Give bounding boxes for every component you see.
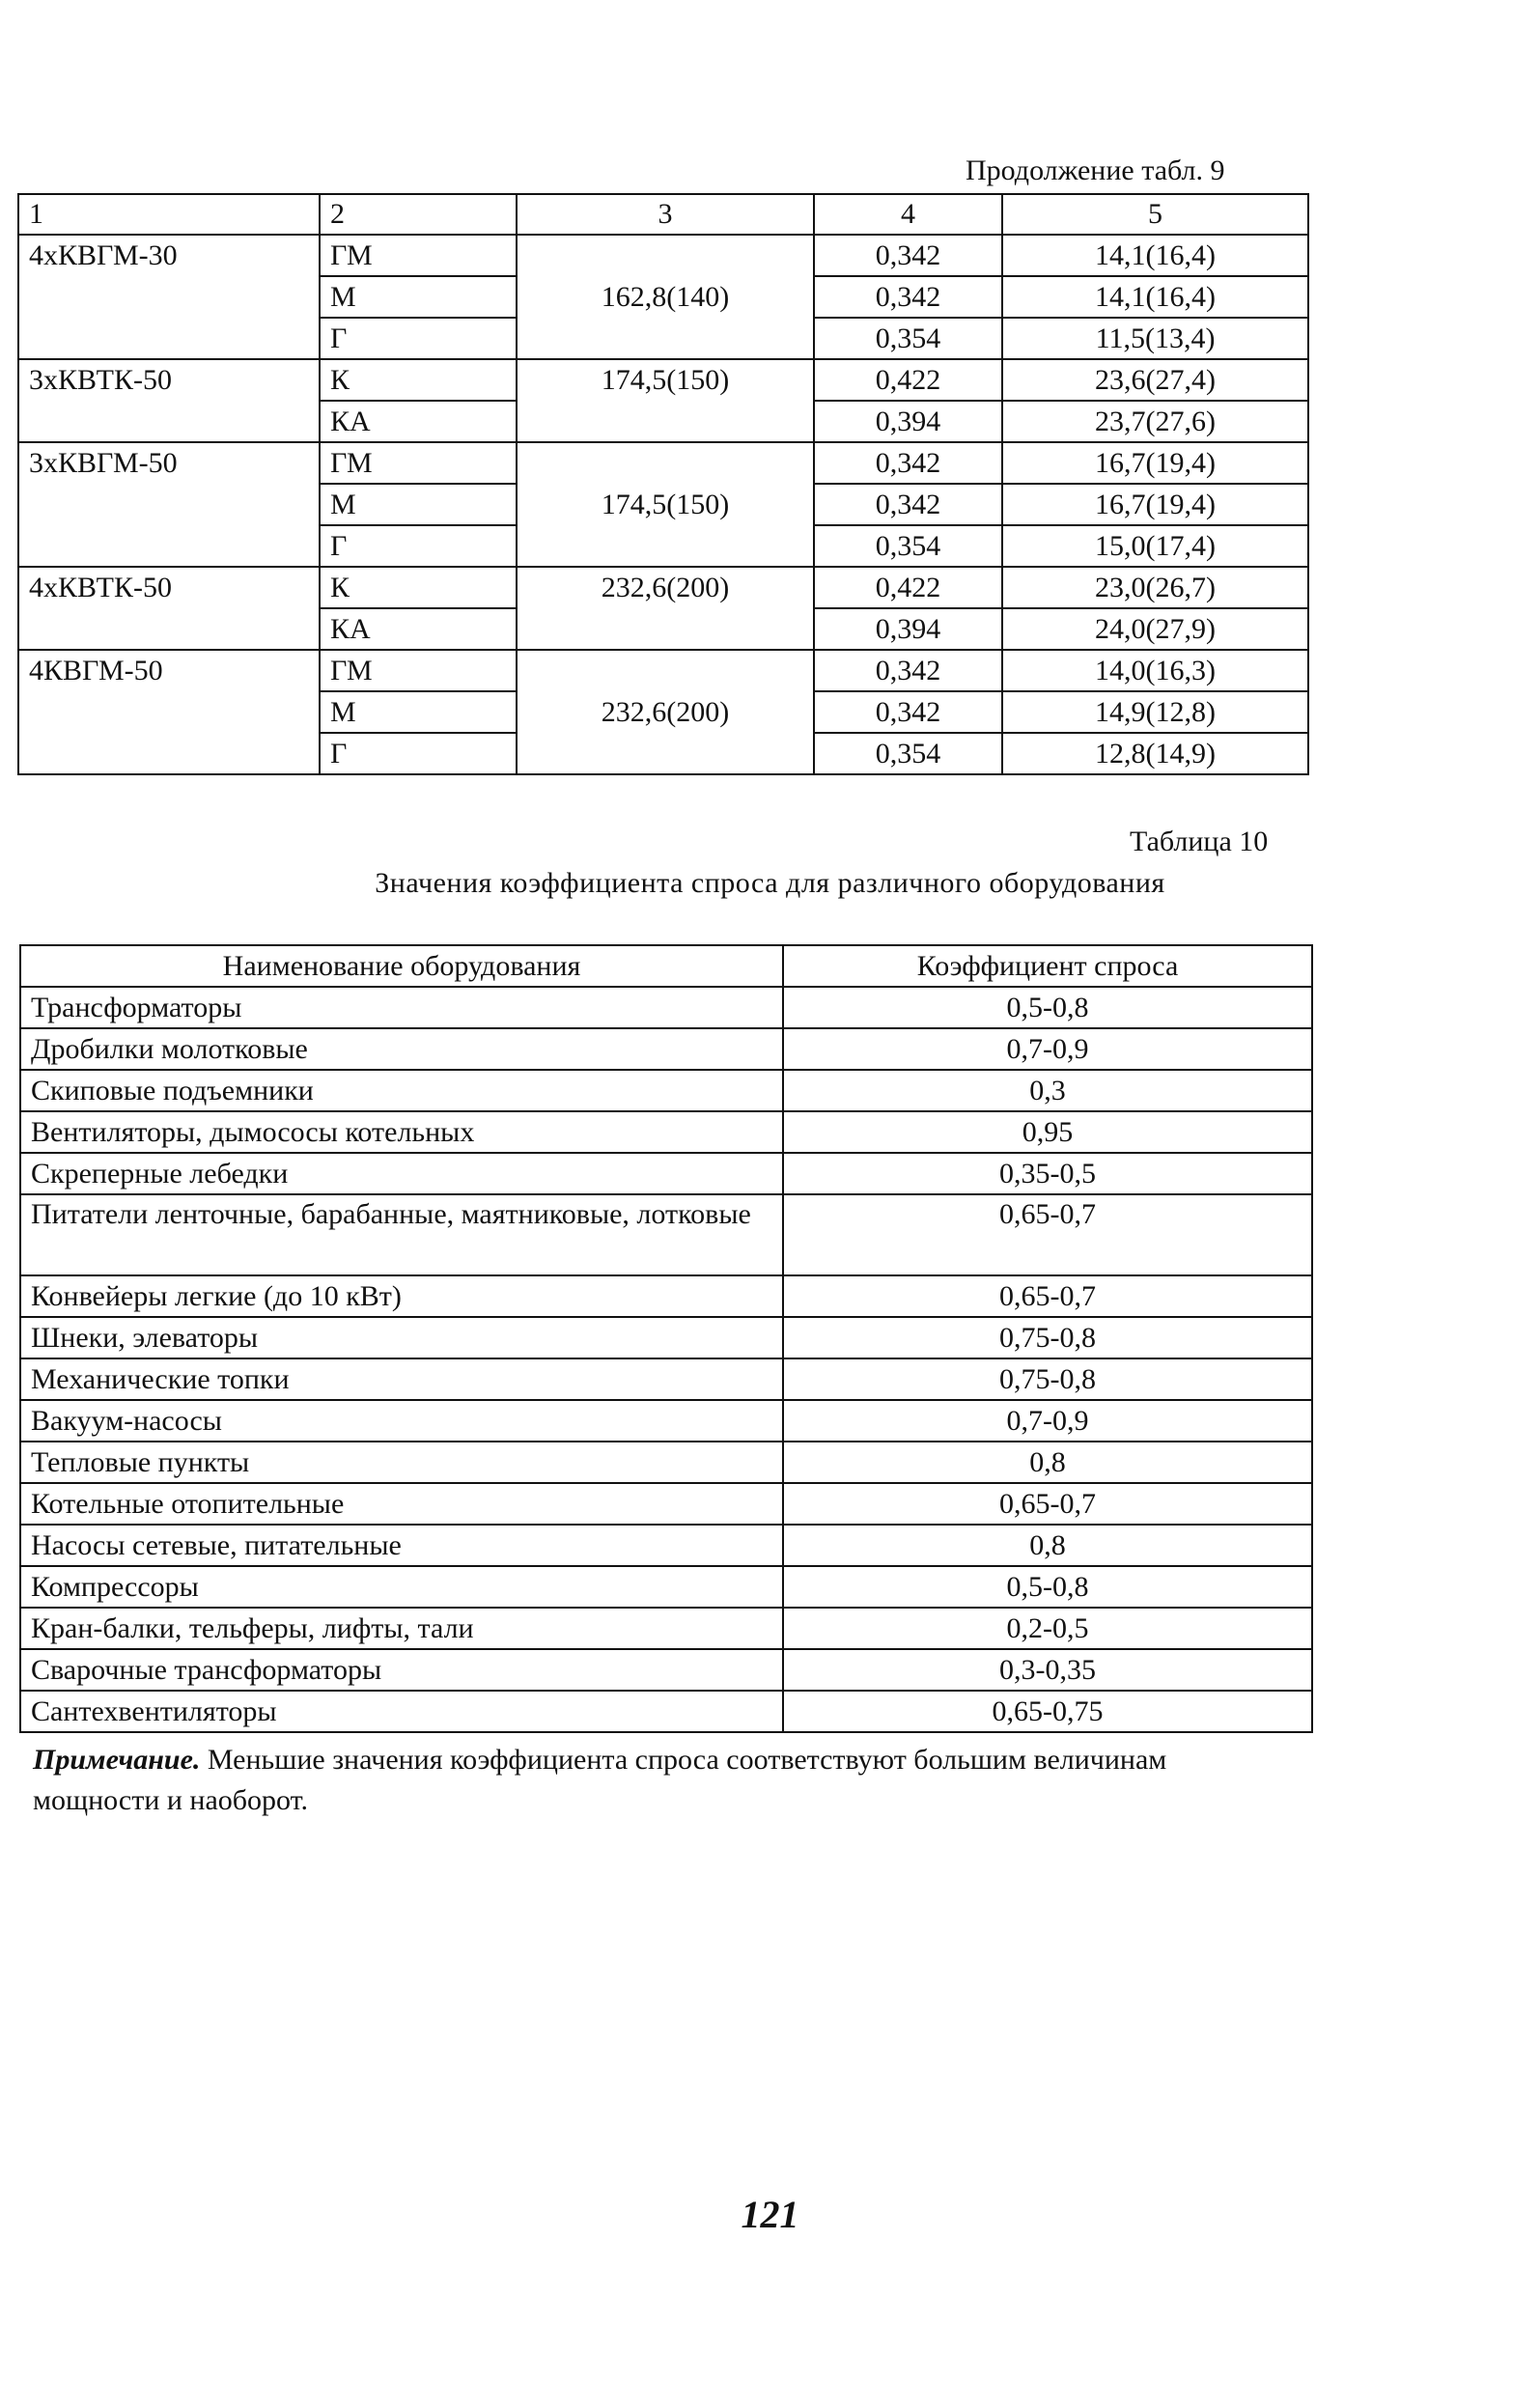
table9-header-row [18,194,1308,235]
col4-value: 0,394 [814,608,1002,650]
col4-value: 0,422 [814,359,1002,401]
table-row [20,1317,1312,1358]
col3-value: 174,5(150) [517,442,814,567]
equipment-name: Насосы сетевые, питательные [20,1525,783,1566]
table-row [18,650,1308,691]
page-number: 121 [741,2193,799,2236]
boiler-name: 4хКВГМ-30 [18,235,320,359]
fuel-mode: К [320,567,517,608]
equipment-name: Шнеки, элеваторы [20,1317,783,1358]
equipment-name: Конвейеры легкие (до 10 кВт) [20,1275,783,1317]
col5-value: 23,0(26,7) [1002,567,1308,608]
equipment-name: Механические топки [20,1358,783,1400]
fuel-mode: КА [320,608,517,650]
boiler-name: 4КВГМ-50 [18,650,320,774]
table-row [18,567,1308,608]
col4-value: 0,394 [814,401,1002,442]
fuel-mode: М [320,484,517,525]
col5-value: 23,7(27,6) [1002,401,1308,442]
equipment-name: Котельные отопительные [20,1483,783,1525]
table9 [17,193,1309,775]
table-row [20,1070,1312,1111]
table-row [20,1111,1312,1153]
demand-coefficient: 0,5-0,8 [783,987,1312,1028]
col5-value: 24,0(27,9) [1002,608,1308,650]
demand-coefficient: 0,65-0,7 [783,1483,1312,1525]
col4-value: 0,342 [814,276,1002,318]
col5-value: 14,1(16,4) [1002,276,1308,318]
col4-value: 0,342 [814,650,1002,691]
demand-coefficient: 0,8 [783,1525,1312,1566]
fuel-mode: М [320,276,517,318]
equipment-name: Сварочные трансформаторы [20,1649,783,1691]
col5-value: 15,0(17,4) [1002,525,1308,567]
demand-coefficient: 0,65-0,7 [783,1194,1312,1275]
equipment-name: Тепловые пункты [20,1442,783,1483]
equipment-name: Вакуум-насосы [20,1400,783,1442]
col5-value: 23,6(27,4) [1002,359,1308,401]
equipment-name: Питатели ленточные, барабанные, маятниковые, лотковые [20,1194,783,1275]
demand-coefficient: 0,35-0,5 [783,1153,1312,1194]
table-row [18,442,1308,484]
table-row [18,359,1308,401]
col4-value: 0,342 [814,484,1002,525]
col4-value: 0,422 [814,567,1002,608]
table9-header-col5: 5 [1002,194,1308,235]
demand-coefficient: 0,8 [783,1442,1312,1483]
equipment-name: Кран-балки, тельферы, лифты, тали [20,1608,783,1649]
demand-coefficient: 0,65-0,7 [783,1275,1312,1317]
table10-note [33,1740,1298,1821]
fuel-mode: ГМ [320,442,517,484]
table-row [20,1400,1312,1442]
col5-value: 12,8(14,9) [1002,733,1308,774]
table-row [20,987,1312,1028]
col5-value: 16,7(19,4) [1002,442,1308,484]
col4-value: 0,354 [814,733,1002,774]
table10 [19,944,1313,1733]
table-row [20,1483,1312,1525]
table10-title: Значения коэффициента спроса для различного оборудования [375,867,1165,899]
col5-value: 14,0(16,3) [1002,650,1308,691]
table10-header-row [20,945,1312,987]
fuel-mode: Г [320,525,517,567]
equipment-name: Скреперные лебедки [20,1153,783,1194]
col5-value: 16,7(19,4) [1002,484,1308,525]
boiler-name: 4хКВТК-50 [18,567,320,650]
fuel-mode: ГМ [320,650,517,691]
table-row [20,1525,1312,1566]
table-row [20,1358,1312,1400]
col4-value: 0,354 [814,318,1002,359]
table9-continuation-caption: Продолжение табл. 9 [966,154,1225,186]
col4-value: 0,342 [814,235,1002,276]
col5-value: 14,9(12,8) [1002,691,1308,733]
fuel-mode: Г [320,318,517,359]
demand-coefficient: 0,5-0,8 [783,1566,1312,1608]
demand-coefficient: 0,3 [783,1070,1312,1111]
col3-value: 174,5(150) [517,359,814,442]
demand-coefficient: 0,75-0,8 [783,1358,1312,1400]
table9-header-col2: 2 [320,194,517,235]
table9-header-col1: 1 [18,194,320,235]
demand-coefficient: 0,3-0,35 [783,1649,1312,1691]
table10-header-coefficient: Коэффициент спроса [783,945,1312,987]
col5-value: 14,1(16,4) [1002,235,1308,276]
equipment-name: Вентиляторы, дымососы котельных [20,1111,783,1153]
equipment-name: Компрессоры [20,1566,783,1608]
table-row [20,1028,1312,1070]
demand-coefficient: 0,7-0,9 [783,1400,1312,1442]
note-label: Примечание. [33,1744,201,1776]
col3-value: 162,8(140) [517,235,814,359]
table-row [18,235,1308,276]
demand-coefficient: 0,7-0,9 [783,1028,1312,1070]
demand-coefficient: 0,65-0,75 [783,1691,1312,1732]
table-row [20,1194,1312,1275]
equipment-name: Сантехвентиляторы [20,1691,783,1732]
fuel-mode: К [320,359,517,401]
table-row [20,1566,1312,1608]
demand-coefficient: 0,95 [783,1111,1312,1153]
table-row [20,1608,1312,1649]
col4-value: 0,342 [814,691,1002,733]
col4-value: 0,354 [814,525,1002,567]
table-row [20,1153,1312,1194]
col5-value: 11,5(13,4) [1002,318,1308,359]
table9-header-col3: 3 [517,194,814,235]
col3-value: 232,6(200) [517,567,814,650]
equipment-name: Трансформаторы [20,987,783,1028]
table10-header-name: Наименование оборудования [20,945,783,987]
fuel-mode: КА [320,401,517,442]
table10-label: Таблица 10 [1130,826,1269,857]
table-row [20,1691,1312,1732]
note-text: Меньшие значения коэффициента спроса соответствуют большим величинам мощности и наоборот. [33,1744,1167,1816]
demand-coefficient: 0,75-0,8 [783,1317,1312,1358]
demand-coefficient: 0,2-0,5 [783,1608,1312,1649]
boiler-name: 3хКВГМ-50 [18,442,320,567]
col4-value: 0,342 [814,442,1002,484]
equipment-name: Дробилки молотковые [20,1028,783,1070]
table-row [20,1649,1312,1691]
col3-value: 232,6(200) [517,650,814,774]
boiler-name: 3хКВТК-50 [18,359,320,442]
fuel-mode: М [320,691,517,733]
equipment-name: Скиповые подъемники [20,1070,783,1111]
fuel-mode: ГМ [320,235,517,276]
table-row [20,1442,1312,1483]
fuel-mode: Г [320,733,517,774]
table-row [20,1275,1312,1317]
table9-header-col4: 4 [814,194,1002,235]
